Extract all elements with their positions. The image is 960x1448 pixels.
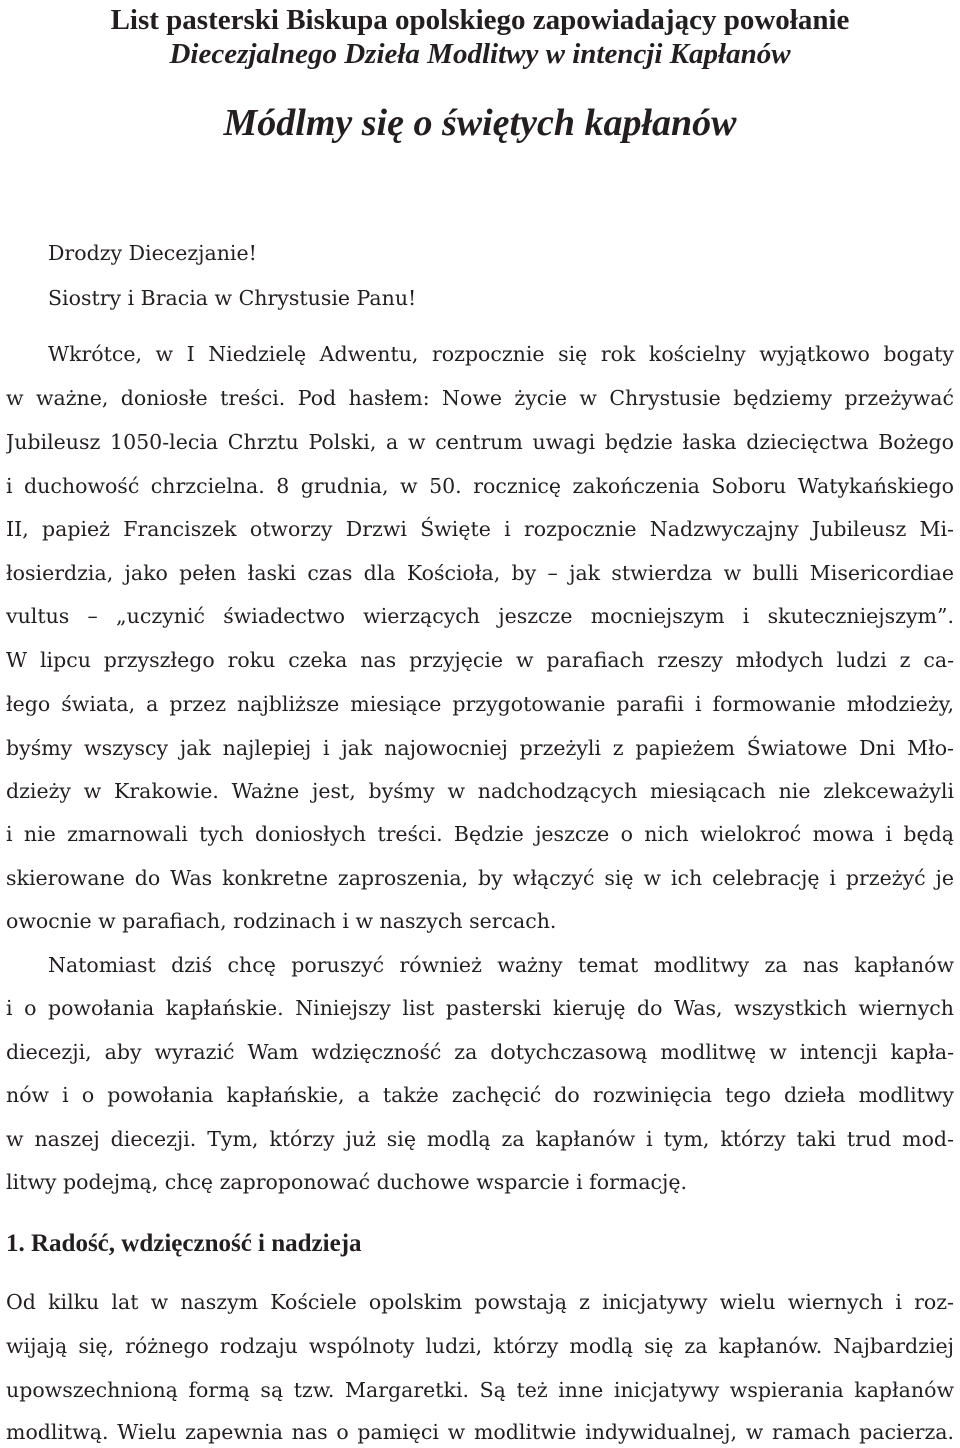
paragraph-1-line: byśmy wszyscy jak najlepiej i jak najowocniej przeżyli z papieżem Światowe Dni Mło- <box>6 736 954 760</box>
paragraph-1-line: w ważne, doniosłe treści. Pod hasłem: Nowe życie w Chrystusie będziemy przeżywać <box>6 386 954 410</box>
paragraph-2-line: diecezji, aby wyrazić Wam wdzięczność za dotychczasową modlitwę w intencji kapła- <box>6 1040 954 1064</box>
letter-subtitle: Módlmy się o świętych kapłanów <box>223 102 737 144</box>
paragraph-2-line: litwy podejmą, chcę zaproponować duchowe wsparcie i formację. <box>6 1170 688 1194</box>
section-1-line: wijają się, różnego rodzaju wspólnoty ludzi, którzy modlą się za kapłanów. Najbardziej <box>6 1334 954 1358</box>
paragraph-2-line: Natomiast dziś chcę poruszyć również ważny temat modlitwy za nas kapłanów <box>48 953 954 977</box>
paragraph-1-line: II, papież Franciszek otworzy Drzwi Święte i rozpocznie Nadzwyczajny Jubileusz Mi- <box>6 517 954 541</box>
section-heading: 1. Radość, wdzięczność i nadzieja <box>6 1230 362 1257</box>
paragraph-1-line: skierowane do Was konkretne zaproszenia, by włączyć się w ich celebrację i przeżyć je <box>6 866 954 890</box>
paragraph-2-line: i o powołania kapłańskie. Niniejszy list pasterski kieruję do Was, wszystkich wiernych <box>6 996 954 1020</box>
paragraph-1-line: owocnie w parafiach, rodzinach i w naszych sercach. <box>6 909 557 933</box>
section-1-line: upowszechnioną formą są tzw. Margaretki. Są też inne inicjatywy wspierania kapłanów <box>6 1378 954 1402</box>
paragraph-1-line: Wkrótce, w I Niedzielę Adwentu, rozpocznie się rok kościelny wyjątkowo bogaty <box>48 342 954 366</box>
paragraph-1-line: W lipcu przyszłego roku czeka nas przyjęcie w parafiach rzeszy młodych ludzi z ca- <box>6 648 954 672</box>
paragraph-1-line: Jubileusz 1050-lecia Chrztu Polski, a w centrum uwagi będzie łaska dziecięctwa Bożego <box>6 430 954 454</box>
paragraph-1-line: łego świata, a przez najbliższe miesiące przygotowanie parafii i formowanie młodzieży, <box>6 692 954 716</box>
paragraph-2-line: w naszej diecezji. Tym, którzy już się modlą za kapłanów i tym, którzy taki trud mod- <box>6 1127 954 1151</box>
section-1-line: modlitwą. Wielu zapewnia nas o pamięci w modlitwie indywidualnej, w ramach pacierza. <box>6 1420 954 1444</box>
greeting-line: Siostry i Bracia w Chrystusie Panu! <box>48 286 417 310</box>
paragraph-1-line: łosierdzia, jako pełen łaski czas dla Kościoła, by – jak stwierdza w bulli Misericordiae <box>6 561 954 585</box>
letter-title-line-1: List pasterski Biskupa opolskiego zapowiadający powołanie <box>110 4 850 36</box>
letter-title-line-2: Diecezjalnego Dzieła Modlitwy w intencji Kapłanów <box>169 38 791 70</box>
paragraph-1-line: vultus – „uczynić świadectwo wierzących jeszcze mocniejszym i skuteczniejszym”. <box>6 604 954 628</box>
paragraph-2-line: nów i o powołania kapłańskie, a także zachęcić do rozwinięcia tego dzieła modlitwy <box>6 1083 954 1107</box>
paragraph-1-line: i nie zmarnowali tych doniosłych treści. Będzie jeszcze o nich wielokroć mowa i będą <box>6 822 954 846</box>
section-1-line: Od kilku lat w naszym Kościele opolskim powstają z inicjatywy wielu wiernych i roz- <box>6 1290 954 1314</box>
paragraph-1-line: i duchowość chrzcielna. 8 grudnia, w 50. rocznicę zakończenia Soboru Watykańskiego <box>6 474 954 498</box>
paragraph-1-line: dzieży w Krakowie. Ważne jest, byśmy w nadchodzących miesiącach nie zlekceważyli <box>6 779 954 803</box>
greeting-line: Drodzy Diecezjanie! <box>48 241 257 265</box>
